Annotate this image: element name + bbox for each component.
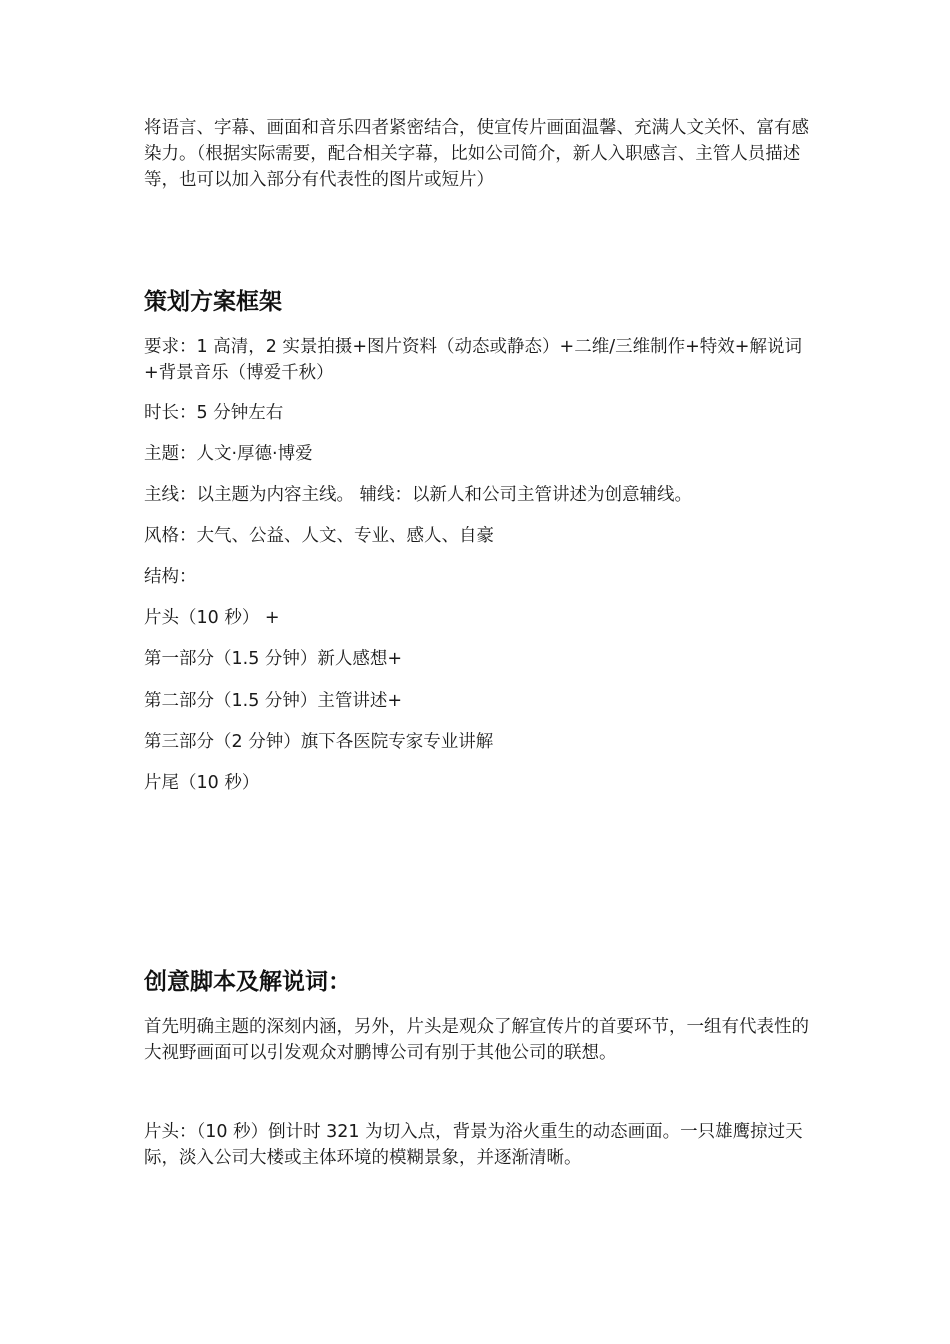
style-text: 风格：大气、公益、人文、专业、感人、自豪 [144,526,494,546]
structure-item: 片头（10 秒） + [144,608,280,628]
script-heading: 创意脚本及解说词： [144,969,351,995]
requirements-text: 要求：1 高清，2 实景拍摄+图片资料（动态或静态）+二维/三维制作+特效+解说词+背景音乐（博爱千秋） [144,337,802,383]
structure-item: 片尾（10 秒） [144,773,260,793]
structure-item: 第三部分（2 分钟）旗下各医院专家专业讲解 [144,732,494,752]
script-paragraph-1: 首先明确主题的深刻内涵，另外，片头是观众了解宣传片的首要环节，一组有代表性的大视野画面可以引发观众对鹏博公司有别于其他公司的联想。 [144,1017,809,1063]
theme-text: 主题：人文·厚德·博爱 [144,444,313,464]
mainline-text: 主线：以主题为内容主线。 辅线：以新人和公司主管讲述为创意辅线。 [144,485,693,505]
structure-label: 结构： [144,567,197,587]
framework-heading: 策划方案框架 [144,289,282,315]
structure-item: 第二部分（1.5 分钟）主管讲述+ [144,691,403,711]
intro-paragraph: 将语言、字幕、画面和音乐四者紧密结合，使宣传片画面温馨、充满人文关怀、富有感染力。（根据实际需要，配合相关字幕，比如公司简介，新人入职感言、主管人员描述等，也可以加入部分有代表性的图片或短片） [144,118,809,190]
script-paragraph-2: 片头：（10 秒）倒计时 321 为切入点，背景为浴火重生的动态画面。一只雄鹰掠过天际，淡入公司大楼或主体环境的模糊景象，并逐渐清晰。 [144,1122,803,1168]
structure-item: 第一部分（1.5 分钟）新人感想+ [144,649,403,669]
duration-text: 时长：5 分钟左右 [144,403,284,423]
